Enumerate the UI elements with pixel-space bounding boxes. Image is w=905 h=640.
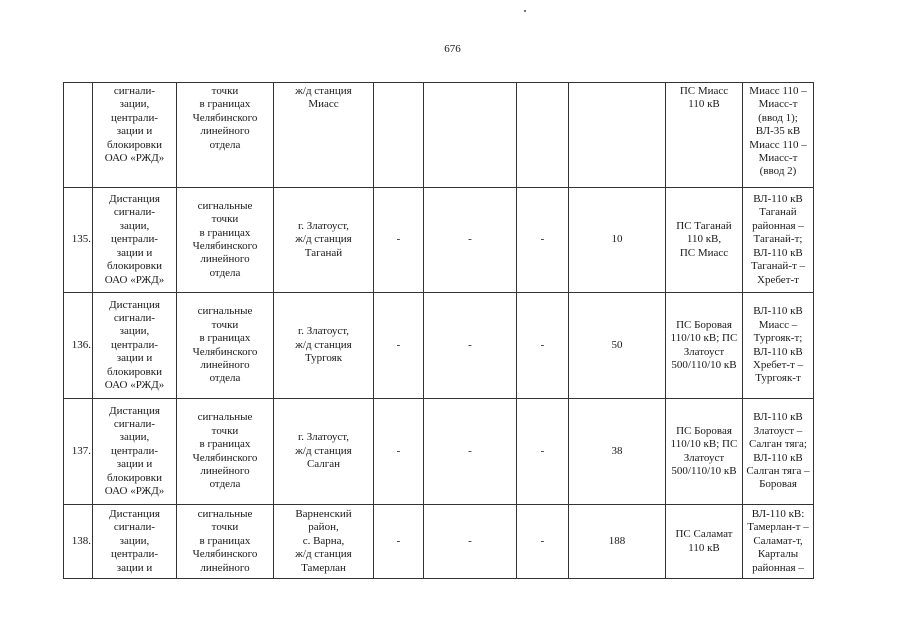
page-number: 676 [444, 43, 461, 55]
dash-cell: - [374, 293, 424, 399]
value-cell: 188 [569, 505, 666, 579]
value-cell: 50 [569, 293, 666, 399]
substation-cell: ПС Саламат 110 кВ [666, 505, 743, 579]
object-cell: сигнальные точки в границах Челябинского линейного отдела [177, 293, 274, 399]
dash-cell: - [517, 188, 569, 293]
row-number [64, 83, 93, 188]
dash-cell: - [374, 399, 424, 505]
lines-cell: ВЛ-110 кВ Таганай районная – Таганай-т; ВЛ-110 кВ Таганай-т – Хребет-т [743, 188, 814, 293]
table-row [64, 293, 814, 399]
lines-cell: ВЛ-110 кВ Миасс – Тургояк-т; ВЛ-110 кВ Хребет-т – Тургояк-т [743, 293, 814, 399]
substation-cell: ПС Боровая 110/10 кВ; ПС Златоуст 500/110/10 кВ [666, 293, 743, 399]
location-cell: Варненский район, с. Варна, ж/д станция Тамерлан [274, 505, 374, 579]
value-cell: 38 [569, 399, 666, 505]
dash-cell: - [374, 505, 424, 579]
org-cell: Дистанция сигнали- зации, централи- зации и [93, 505, 177, 579]
empty-cell [374, 83, 424, 188]
dash-cell: - [424, 505, 517, 579]
empty-cell [517, 83, 569, 188]
object-cell: сигнальные точки в границах Челябинского линейного отдела [177, 188, 274, 293]
dash-cell: - [424, 293, 517, 399]
lines-cell: ВЛ-110 кВ: Тамерлан-т – Саламат-т, Карталы районная – [743, 505, 814, 579]
dash-cell: - [424, 399, 517, 505]
table-row [64, 505, 814, 579]
object-cell: сигнальные точки в границах Челябинского линейного [177, 505, 274, 579]
lines-cell: ВЛ-110 кВ Златоуст – Салган тяга; ВЛ-110 кВ Салган тяга – Боровая [743, 399, 814, 505]
table-row [64, 188, 814, 293]
row-number: 138. [64, 505, 93, 579]
location-cell: г. Златоуст, ж/д станция Салган [274, 399, 374, 505]
dash-cell: - [517, 399, 569, 505]
dash-cell: - [374, 188, 424, 293]
org-cell: Дистанция сигнали- зации, централи- зации и блокировки ОАО «РЖД» [93, 399, 177, 505]
value-cell [569, 83, 666, 188]
location-cell: г. Златоуст, ж/д станция Таганай [274, 188, 374, 293]
data-table [63, 82, 814, 579]
empty-cell [424, 83, 517, 188]
location-cell: г. Златоуст, ж/д станция Тургояк [274, 293, 374, 399]
scan-speck [524, 10, 526, 12]
table-row [64, 83, 814, 188]
location-cell: ж/д станция Миасс [274, 83, 374, 188]
substation-cell: ПС Боровая 110/10 кВ; ПС Златоуст 500/110/10 кВ [666, 399, 743, 505]
lines-cell: Миасс 110 – Миасс-т (ввод 1); ВЛ-35 кВ Миасс 110 – Миасс-т (ввод 2) [743, 83, 814, 188]
row-number: 136. [64, 293, 93, 399]
org-cell: Дистанция сигнали- зации, централи- зации и блокировки ОАО «РЖД» [93, 188, 177, 293]
substation-cell: ПС Таганай 110 кВ, ПС Миасс [666, 188, 743, 293]
substation-cell: ПС Миасс 110 кВ [666, 83, 743, 188]
row-number: 137. [64, 399, 93, 505]
row-number: 135. [64, 188, 93, 293]
value-cell: 10 [569, 188, 666, 293]
dash-cell: - [517, 505, 569, 579]
dash-cell: - [424, 188, 517, 293]
object-cell: точки в границах Челябинского линейного отдела [177, 83, 274, 188]
table-row [64, 399, 814, 505]
org-cell: Дистанция сигнали- зации, централи- зации и блокировки ОАО «РЖД» [93, 293, 177, 399]
object-cell: сигнальные точки в границах Челябинского линейного отдела [177, 399, 274, 505]
org-cell: сигнали- зации, централи- зации и блокировки ОАО «РЖД» [93, 83, 177, 188]
dash-cell: - [517, 293, 569, 399]
